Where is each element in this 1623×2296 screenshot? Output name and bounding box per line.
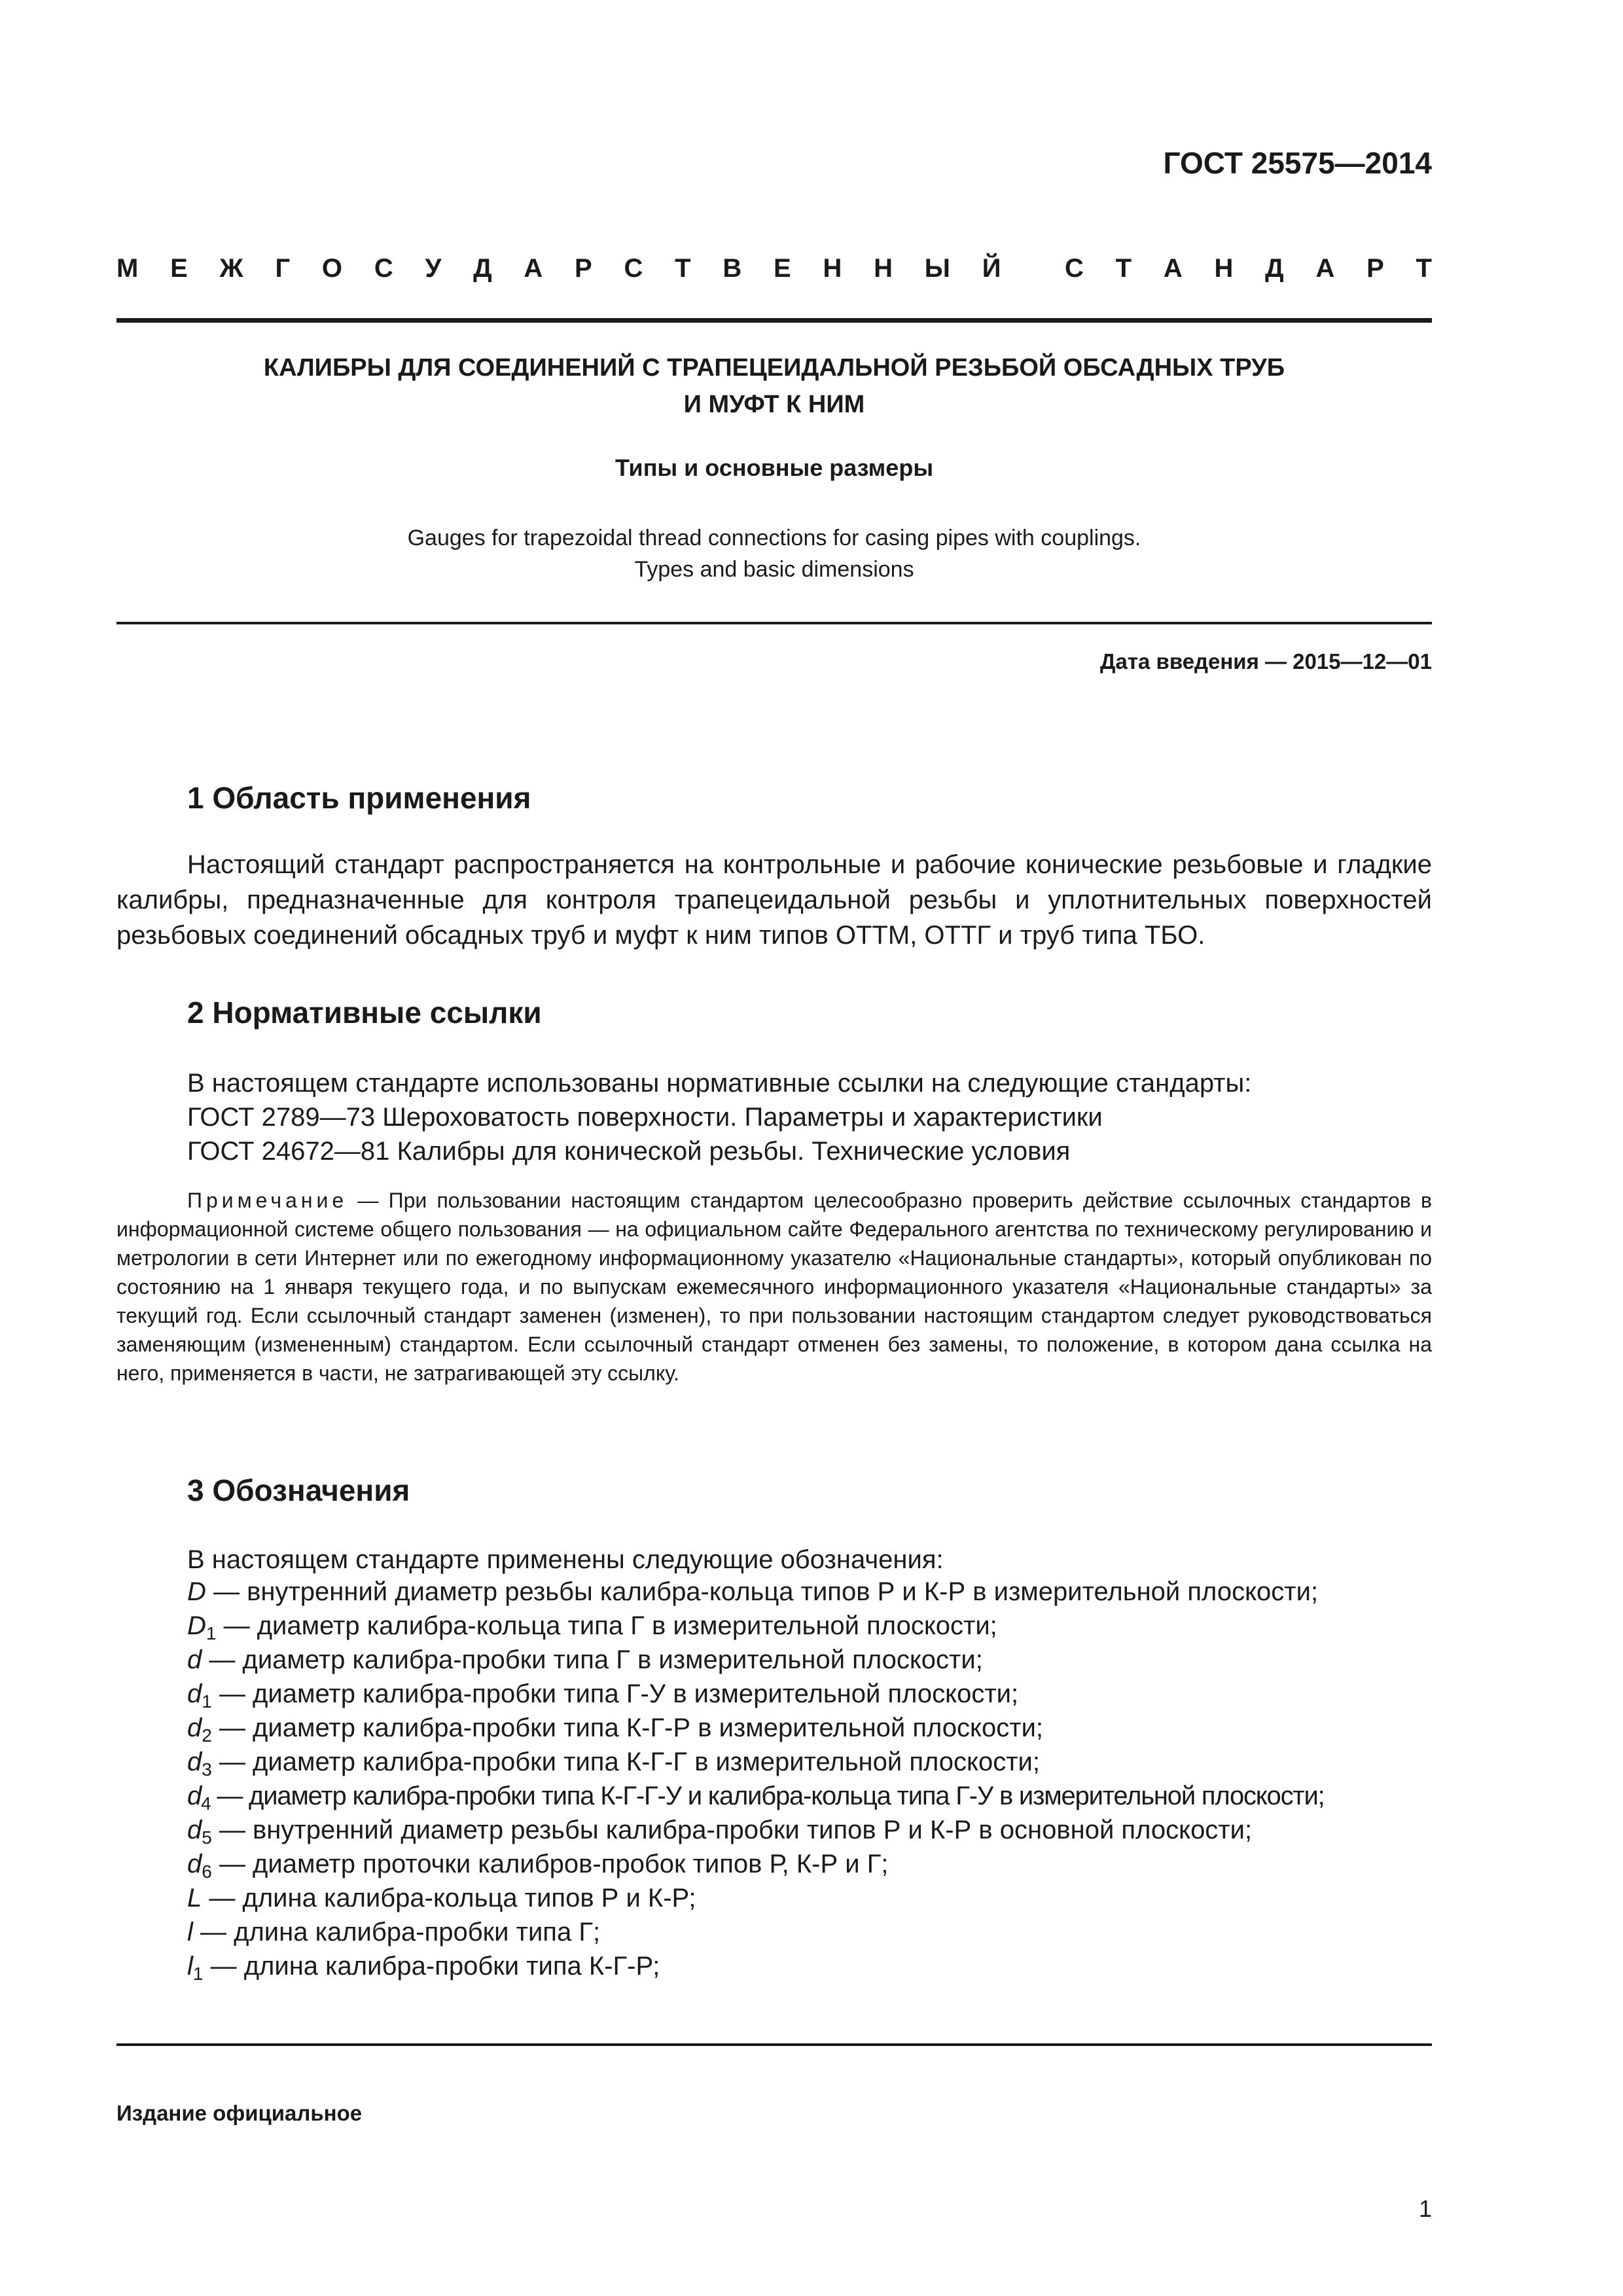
banner-letter: Н — [1214, 254, 1234, 283]
banner-letter: Е — [170, 254, 188, 283]
symbol: d — [187, 1782, 202, 1810]
symbol-definition: — длина калибра-пробки типа К-Г-Р; — [203, 1952, 660, 1981]
symbol-definition: — внутренний диаметр резьбы калибра-пробки типов Р и К-Р в основной плоскости; — [211, 1816, 1253, 1844]
banner-letter: Т — [1416, 254, 1432, 283]
symbol: l — [187, 1952, 193, 1981]
english-title-line: Gauges for trapezoidal thread connections for casing pipes with couplings. — [407, 526, 1141, 550]
banner-letter: Т — [675, 254, 691, 283]
section-heading: 3 Обозначения — [187, 1473, 410, 1507]
symbol: l — [187, 1918, 193, 1946]
symbol-item — [187, 1643, 1432, 1677]
symbol: d — [187, 1645, 202, 1674]
banner-letter: О — [321, 254, 343, 283]
symbol: L — [187, 1884, 202, 1912]
symbol-item — [187, 1745, 1432, 1779]
symbol: d — [187, 1713, 202, 1742]
symbols-intro: В настоящем стандарте применены следующие обозначения: — [187, 1545, 944, 1574]
banner-letter: М — [116, 254, 139, 283]
symbol-item — [187, 1813, 1432, 1847]
section-heading: 1 Область применения — [187, 781, 531, 815]
english-title — [116, 522, 1432, 585]
symbol-item — [187, 1711, 1432, 1745]
banner-letter: Р — [575, 254, 592, 283]
title-divider — [116, 622, 1432, 624]
banner-letter: С — [374, 254, 393, 283]
symbol: d — [187, 1816, 202, 1844]
title-line: КАЛИБРЫ ДЛЯ СОЕДИНЕНИЙ С ТРАПЕЦЕИДАЛЬНОЙ РЕЗЬБОЙ ОБСАДНЫХ ТРУБ — [263, 354, 1285, 382]
symbol-item — [187, 1677, 1432, 1711]
symbol: D — [187, 1577, 206, 1606]
symbol-subscript: 1 — [202, 1691, 212, 1712]
references-intro: В настоящем стандарте использованы нормативные ссылки на следующие стандарты: — [187, 1069, 1252, 1098]
banner-letter: Ж — [219, 254, 243, 283]
banner-letter: Й — [982, 254, 1001, 283]
symbol-definition: — диаметр калибра-пробки типа Г-У в измерительной плоскости; — [211, 1679, 1019, 1708]
section-paragraph: Настоящий стандарт распространяется на контрольные и рабочие конические резьбовые и гладкие калибры, предназначенные для контроля трапецеидальной резьбы и уплотнительных поверхностей резьбовых соединений обсадных труб и муфт к ним типов ОТТМ, ОТТГ и труб типа ТБО. — [116, 850, 1432, 950]
interstate-standard-banner — [116, 254, 1432, 283]
document-subtitle: Типы и основные размеры — [615, 454, 934, 481]
note-label: Примечание — [187, 1189, 348, 1212]
banner-letter: В — [722, 254, 742, 283]
page-number: 1 — [1418, 2195, 1432, 2222]
standard-id: ГОСТ 25575—2014 — [1163, 146, 1432, 180]
symbol-subscript: 6 — [202, 1861, 212, 1882]
symbol-item — [187, 1881, 1432, 1915]
symbol-item — [187, 1575, 1432, 1609]
symbol-subscript: 4 — [201, 1793, 211, 1814]
symbol-subscript: 3 — [202, 1759, 212, 1780]
symbol-item — [187, 1915, 1432, 1949]
symbol-subscript: 2 — [202, 1725, 212, 1746]
symbol-definition: — внутренний диаметр резьбы калибра-кольца типов Р и К-Р в измерительной плоскости; — [205, 1577, 1319, 1606]
english-title-line: Types and basic dimensions — [634, 557, 914, 582]
banner-letter: А — [524, 254, 543, 283]
symbol: d — [187, 1850, 202, 1878]
symbol-definition: — диаметр калибра-пробки типа Г в измерительной плоскости; — [202, 1645, 983, 1674]
symbol-subscript: 1 — [192, 1964, 204, 1984]
symbol-item — [187, 1609, 1432, 1643]
banner-letter: Г — [275, 254, 291, 283]
symbol: d — [187, 1679, 202, 1708]
introduction-date: Дата введения — 2015—12—01 — [1100, 649, 1432, 673]
symbol-definition: — диаметр калибра-кольца типа Г в измерительной плоскости; — [216, 1611, 997, 1640]
banner-letter: А — [1163, 254, 1183, 283]
note-text: — При пользовании настоящим стандартом целесообразно проверить действие ссылочных стандартов в информационной системе общего пользования — на официальном сайте Федерального агентства по техническому регулированию и метрологии в сети Интернет или по ежегодному информационному указателю «Национальные стандарты», который опубликован по состоянию на 1 января текущего года, и по выпускам ежемесячного информационного указателя «Национальные стандарты» за текущий год. Если ссылочный стандарт заменен (изменен), то при пользовании настоящим стандартом следует руководствоваться заменяющим (измененным) стандартом. Если ссылочный стандарт отменен без замены, то положение, в котором дана ссылка на него, применяется в части, не затрагивающей эту ссылку. — [116, 1189, 1433, 1385]
symbol-definition: — длина калибра-кольца типов Р и К-Р; — [202, 1884, 696, 1912]
footer-divider — [116, 2043, 1432, 2046]
banner-divider — [116, 318, 1432, 323]
symbol-definition: — диаметр калибра-пробки типа К-Г-Г-У и калибра-кольца типа Г-У в измерительной плоскости; — [210, 1782, 1325, 1810]
symbol-item — [187, 1847, 1432, 1881]
symbol: D — [187, 1611, 206, 1640]
banner-letter: Т — [1115, 254, 1132, 283]
section-heading: 2 Нормативные ссылки — [187, 996, 542, 1030]
symbol-definition: — диаметр калибра-пробки типа К-Г-Р в измерительной плоскости; — [211, 1713, 1044, 1742]
symbol-item — [187, 1779, 1432, 1813]
reference-item: ГОСТ 24672—81 Калибры для конической резьбы. Технические условия — [187, 1137, 1071, 1166]
banner-letter: У — [425, 254, 442, 283]
banner-letter: С — [1065, 254, 1084, 283]
banner-letter: Р — [1366, 254, 1384, 283]
symbol: d — [187, 1748, 202, 1776]
symbol-definition: — диаметр проточки калибров-пробок типов Р, К-Р и Г; — [211, 1850, 889, 1878]
banner-letter: Е — [774, 254, 791, 283]
edition-label: Издание официальное — [116, 2101, 363, 2125]
banner-letter: А — [1315, 254, 1335, 283]
symbol-subscript: 1 — [205, 1623, 217, 1643]
banner-letter: Д — [1265, 254, 1284, 283]
symbol-definition: — диаметр калибра-пробки типа К-Г-Г в измерительной плоскости; — [211, 1748, 1041, 1776]
banner-letter: Н — [823, 254, 842, 283]
symbol-subscript: 5 — [202, 1827, 212, 1848]
symbol-item — [187, 1949, 1432, 1983]
note-block — [116, 1186, 1432, 1388]
reference-item: ГОСТ 2789—73 Шероховатость поверхности. Параметры и характеристики — [187, 1103, 1103, 1132]
banner-letter: С — [624, 254, 643, 283]
symbol-definition: — длина калибра-пробки типа Г; — [192, 1918, 601, 1946]
title-line: И МУФТ К НИМ — [683, 391, 865, 418]
banner-letter: Ы — [924, 254, 950, 283]
banner-letter: Н — [874, 254, 893, 283]
document-title — [116, 350, 1432, 423]
banner-letter: Д — [473, 254, 492, 283]
symbols-list — [187, 1575, 1432, 1983]
